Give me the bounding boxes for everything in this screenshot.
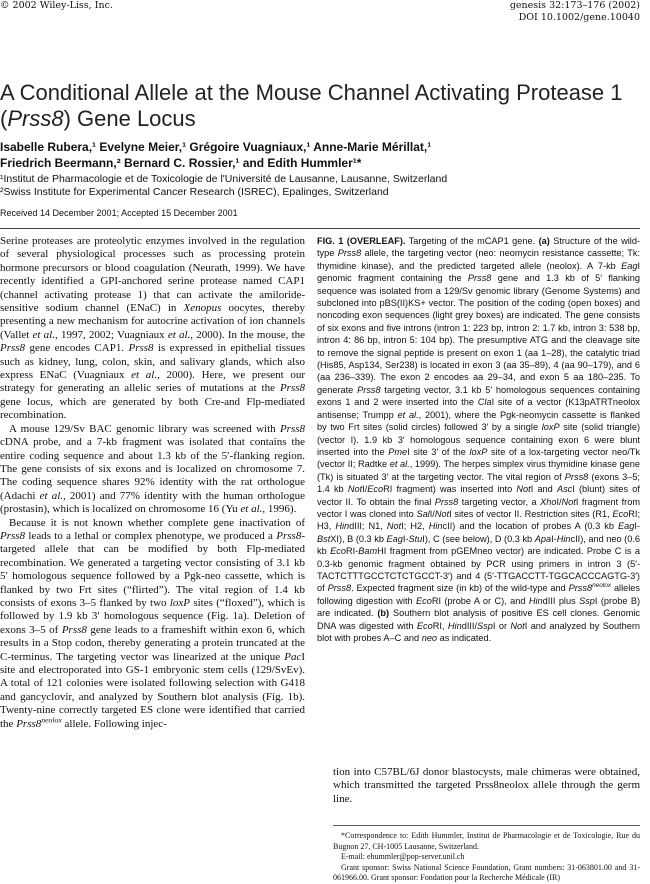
body-paragraph: Serine proteases are proteolytic enzymes involved in the regulation of several physiological processes such as processing protein hormone precursors or blood coagulation (Neurath, 1999). We have recently identified a GPI-anchored serine protease named CAP1 (channel activating protease 1) that can activate the amiloride-sensitive sodium channel (ENaC) in Xenopus oocytes, thereby presenting a new mechanism for autocrine activation of ion channels (Vallet et al., 1997, 2002; Vuagniaux et al., 2000). In the mouse, the Prss8 gene encodes CAP1. Prss8 is expressed in epithelial tissues such as kidney, lung, colon, skin, and salivary glands, which also express ENaC (Vuagniaux et al., 2000). Here, we present our strategy for generating an allelic series of mutations at the Prss8 gene locus, which are generated by both Cre-and Flp-mediated recombination.: [0, 235, 306, 422]
footnotes: [333, 825, 640, 884]
figure-caption-text: FIG. 1 (OVERLEAF). Targeting of the mCAP1 gene. (a) Structure of the wild-type Prss8 allele, the targeting vector (neo: neomycin resistance cassette; Tk: thymidine kinase), and the predicted targeted allele (neolox). A 7-kb EagI genomic fragment containing the Prss8 gene and 1.3 kb of 5′ flanking sequence was isolated from a 129/Sv genomic library (Genome Systems) and subcloned into pBS(II)KS+ vector. The position of the coding (open boxes) and noncoding exon sequences (light grey boxes) are indicated. The gene consists of six exons and five introns (intron 1: 223 bp, intron 2: 1.7 kb, intron 3: 538 bp, intron 4: 86 bp, intron 5: 104 bp). The presumptive ATG and the cleavage site to remove the signal peptide is present on exon 1 (aa 1–28), the catalytic triad (His85, Asp134, Ser238) is located in exon 3 (aa 35–89), 4 (aa 90–179), and 6 (aa 236–339). The exon 2 encodes aa 29–34, and exon 5 aa 180–235. To generate Prss8 targeting vector, 3.1 kb 5′ homologous sequences containing exons 1 and 2 were inserted into the ClaI site of a vector (K13pATRTneolox antisense; Trumpp et al., 2001), where the Pgk-neomycin cassette is flanked by two Frt sites (solid circles) followed 3′ by a single loxP site (solid triangle) (vector I). 1.9 kb 3′ homologous sequence containing exon 6 were blunt inserted into the PmeI site 3′ of the loxP site of a lox-targeting vector neo/Tk (vector II; Radtke et al., 1999). The herpes simplex virus thymidine kinase gene (Tk) is situated 3′ at the targeting vector. The vital region of Prss8 (exons 3–5; 1.4 kb NotI/EcoRI fragment) was inserted into NotI and AscI (blunt) sites of vector II. To obtain the final Prss8 targeting vector, a XhoI/NotI fragment from vector I was cloned into SalI/NotI sites of vector II. Restriction sites (R1, EcoRI; H3, HindIII; N1, NotI; H2, HincII) and the location of probes A (0.3 kb EagI-BstXI), B (0.3 kb EagI-StuI), C (see below), D (0.3 kb ApaI-HincII), and neo (0.6 kb EcoRI-BamHI fragment from pGEMneo vector) are indicated. Probe C is a 0.3-kb genomic fragment obtained by PCR using primers in intron 3 (5′-TACTCTTTGCCTCTCTGCCT-3′) and 4 (5′-TTGACCTT-TGGCACCCAGTG-3′) of Prss8. Expected fragment size (in kb) of the wild-type and $Prss8^{neolox}$ alleles following digestion with EcoRI (probe A or C), and HindIII plus SspI (probe B) are indicated. (b) Southern blot analysis of positive ES cell clones. Genomic DNA was digested with EcoRI, HindIII/SspI or NotI and analyzed by Southern blot with probes A–C and neo as indicated.: [317, 236, 641, 643]
figure-caption: [317, 235, 640, 644]
body-paragraph: Because it is not known whether complete gene inactivation of Prss8 leads to a lethal or complex phenotype, we produced a Prss8-targeted allele that can be modified by both Flp-mediated recombination. We generated a targeting vector consisting of 3.1 kb 5′ homologous sequence followed by a Pgk-neo cassette, which is flanked by two Frt sites (“flirted”). The vital region of 1.4 kb consists of exons 3–5 flanked by two loxP sites (“floxed”), which is followed by 1.9 kb 3′ homologous sequence (Fig. 1a). Deletion of exons 3–5 of Prss8 gene leads to a frameshift within exon 6, which results in a Stop codon, thereby generating a protein truncated at the C-terminus. The targeting vector was linearized at the unique PacI site and electroporated into GS-1 embryonic stem cells (129/SvEv). A total of 121 colonies were isolated following selection with G418 and gancyclovir, and analyzed by Southern blot analysis (Fig. 1b). Twenty-nine correctly targeted ES clone were identified that carried the $Prss8^{neolox}$ allele. Following injec-: [0, 516, 306, 730]
body-paragraph: A mouse 129/Sv BAC genomic library was screened with Prss8 cDNA probe, and a 7-kb fragment was isolated that contains the entire coding sequence and about 1.3 kb of the 5′-flanking region. The gene consists of six exons and is localized on chromosome 7. The coding sequence shares 92% identity with the rat orthologue (Adachi et al., 2001) and 77% identity with the human orthologue (prostasin), which is localized on chromosome 16 (Yu et al., 1996).: [0, 422, 305, 516]
body-paragraph-continuation: tion into C57BL/6J donor blastocysts, male chimeras were obtained, which transmitted the targeted Prss8neolox allele through the germ line.: [333, 766, 640, 805]
copyright-notice: © 2002 Wiley-Liss, Inc.: [0, 0, 113, 11]
authors-line-2: Friedrich Beermann,² Bernard C. Rossier,¹ and Edith Hummler¹*: [0, 156, 362, 170]
figure-label: FIG. 1 (OVERLEAF).: [317, 236, 406, 246]
affiliation-2: ²Swiss Institute for Experimental Cancer Research (ISREC), Epalinges, Switzerland: [0, 186, 389, 198]
header-divider: [0, 228, 640, 229]
affiliations: [0, 173, 640, 199]
doi: DOI 10.1002/gene.10040: [518, 12, 640, 23]
correspondence-footnote: *Correspondence to: Edith Hummler, Institut de Pharmacologie et de Toxicologie, Rue du Bugnon 27, CH-1005 Lausanne, Switzerland.: [333, 831, 640, 851]
body-left-column: [0, 235, 305, 731]
affiliation-1: ¹Institut de Pharmacologie et de Toxicologie de l'Université de Lausanne, Lausanne, Switzerland: [0, 173, 448, 185]
authors-line-1: Isabelle Rubera,¹ Evelyne Meier,¹ Grégoire Vuagniaux,¹ Anne-Marie Mérillat,¹: [0, 140, 432, 154]
article-title: A Conditional Allele at the Mouse Channel Activating Protease 1 (Prss8) Gene Locus: [0, 80, 623, 131]
author-list: [0, 139, 640, 171]
grant-footnote: Grant sponsor: Swiss National Science Foundation, Grant numbers: 31-063801.00 and 31-061966.00. Grant sponsor: Fondation pour la Recherche Médicale (IR): [333, 862, 640, 883]
body-right-column: [333, 766, 640, 806]
journal-citation: genesis 32:173–176 (2002): [509, 0, 640, 11]
email-footnote: E-mail: ehummler@pop-server.unil.ch: [341, 852, 465, 862]
received-dates: Received 14 December 2001; Accepted 15 December 2001: [0, 208, 238, 218]
journal-header: [510, 0, 640, 24]
